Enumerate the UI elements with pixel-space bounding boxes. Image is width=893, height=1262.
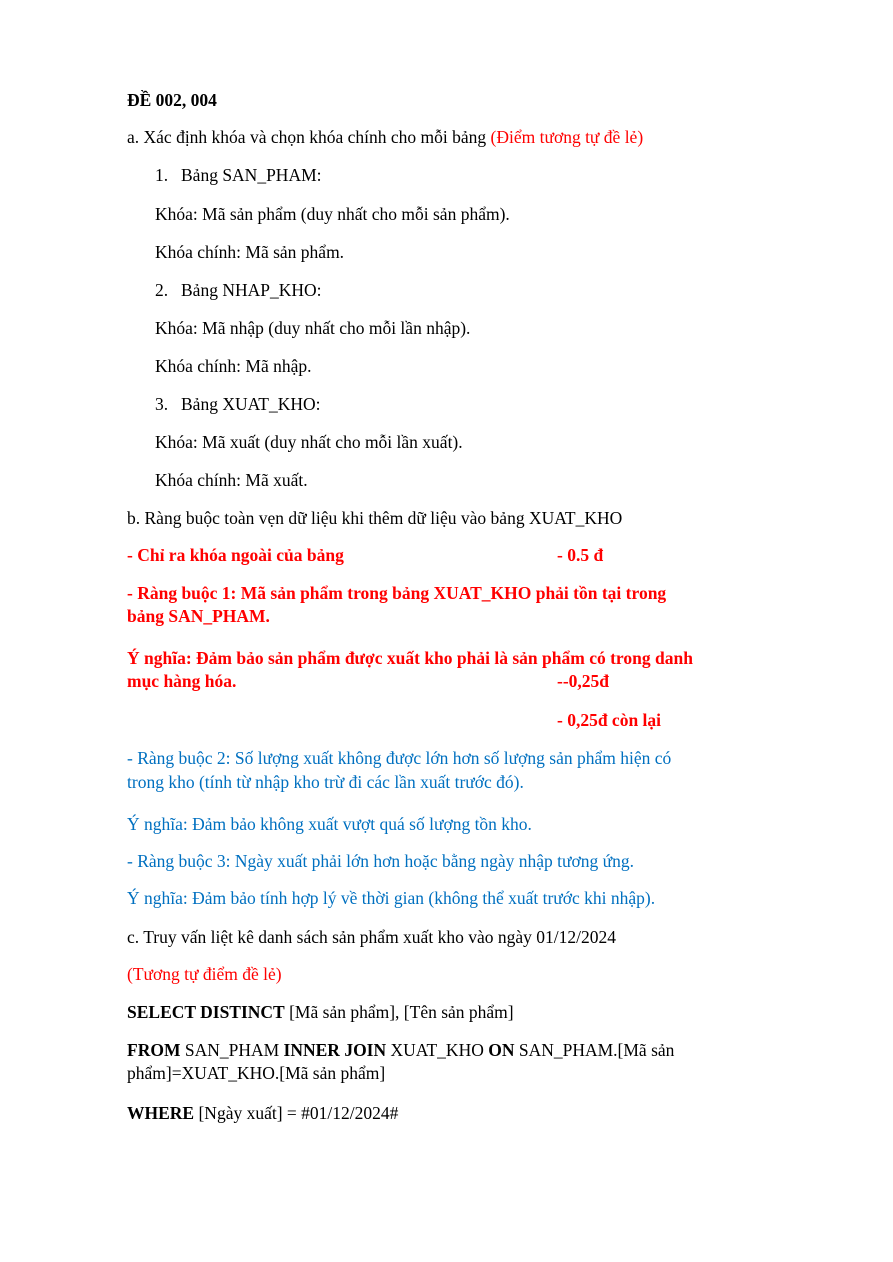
meaning-1-line-1: Ý nghĩa: Đảm bảo sản phẩm được xuất kho phải là sản phẩm có trong danh [127, 648, 693, 668]
foreign-key-label: - Chỉ ra khóa ngoài của bảng [127, 545, 344, 565]
part-a-heading-text: a. Xác định khóa và chọn khóa chính cho mỗi bảng [127, 127, 487, 147]
sql-on-condition: SAN_PHAM.[Mã sản [514, 1040, 675, 1060]
table-1-title [155, 164, 322, 186]
document-title: ĐỀ 002, 004 [127, 90, 217, 110]
sql-join-keyword: INNER JOIN [283, 1040, 387, 1060]
sql-from-table: SAN_PHAM [180, 1040, 284, 1060]
constraint-1-line-2: bảng SAN_PHAM. [127, 606, 270, 626]
table-1-name: Bảng SAN_PHAM: [181, 165, 322, 185]
sql-on-condition-line-2: phẩm]=XUAT_KHO.[Mã sản phẩm] [127, 1063, 386, 1083]
sql-on-keyword: ON [488, 1040, 515, 1060]
table-3-name: Bảng XUAT_KHO: [181, 394, 321, 414]
table-3-title [155, 393, 321, 415]
part-b-heading: b. Ràng buộc toàn vẹn dữ liệu khi thêm dữ liệu vào bảng XUAT_KHO [127, 508, 623, 528]
part-c-heading: c. Truy vấn liệt kê danh sách sản phẩm xuất kho vào ngày 01/12/2024 [127, 927, 616, 947]
table-2-key: Khóa: Mã nhập (duy nhất cho mỗi lần nhập). [155, 318, 471, 338]
table-2-title [155, 279, 322, 301]
part-a-heading [127, 126, 643, 148]
part-a-note: (Điểm tương tự đề lẻ) [490, 127, 644, 147]
sql-select-line [127, 1001, 514, 1023]
sql-where-condition: [Ngày xuất] = #01/12/2024# [194, 1103, 399, 1123]
remaining-score: - 0,25đ còn lại [557, 710, 662, 730]
sql-where-keyword: WHERE [127, 1103, 195, 1123]
table-3-key: Khóa: Mã xuất (duy nhất cho mỗi lần xuất). [155, 432, 463, 452]
part-c-note: (Tương tự điểm đề lẻ) [127, 964, 282, 984]
constraint-2-line-1: - Ràng buộc 2: Số lượng xuất không được lớn hơn số lượng sản phẩm hiện có [127, 748, 672, 768]
sql-join-table: XUAT_KHO [386, 1040, 489, 1060]
table-1-primary-key: Khóa chính: Mã sản phẩm. [155, 242, 345, 262]
meaning-3: Ý nghĩa: Đảm bảo tính hợp lý về thời gian (không thể xuất trước khi nhập). [127, 888, 656, 908]
table-2-number: 2. [155, 280, 169, 300]
constraint-3: - Ràng buộc 3: Ngày xuất phải lớn hơn hoặc bằng ngày nhập tương ứng. [127, 851, 634, 871]
constraint-1-line-1: - Ràng buộc 1: Mã sản phẩm trong bảng XUAT_KHO phải tồn tại trong [127, 583, 667, 603]
constraint-2-line-2: trong kho (tính từ nhập kho trừ đi các lần xuất trước đó). [127, 772, 524, 792]
meaning-2: Ý nghĩa: Đảm bảo không xuất vượt quá số lượng tồn kho. [127, 814, 532, 834]
sql-from-keyword: FROM [127, 1040, 181, 1060]
meaning-1-line-2: mục hàng hóa. [127, 671, 237, 691]
table-3-primary-key: Khóa chính: Mã xuất. [155, 470, 308, 490]
sql-from-line [127, 1039, 674, 1061]
table-1-number: 1. [155, 165, 169, 185]
sql-select-columns: [Mã sản phẩm], [Tên sản phẩm] [284, 1002, 514, 1022]
table-2-name: Bảng NHAP_KHO: [181, 280, 322, 300]
sql-select-keyword: SELECT DISTINCT [127, 1002, 285, 1022]
table-1-key: Khóa: Mã sản phẩm (duy nhất cho mỗi sản phẩm). [155, 204, 510, 224]
table-3-number: 3. [155, 394, 169, 414]
meaning-1-score: --0,25đ [557, 671, 610, 691]
sql-where-line [127, 1102, 398, 1124]
foreign-key-score: - 0.5 đ [557, 545, 604, 565]
table-2-primary-key: Khóa chính: Mã nhập. [155, 356, 312, 376]
